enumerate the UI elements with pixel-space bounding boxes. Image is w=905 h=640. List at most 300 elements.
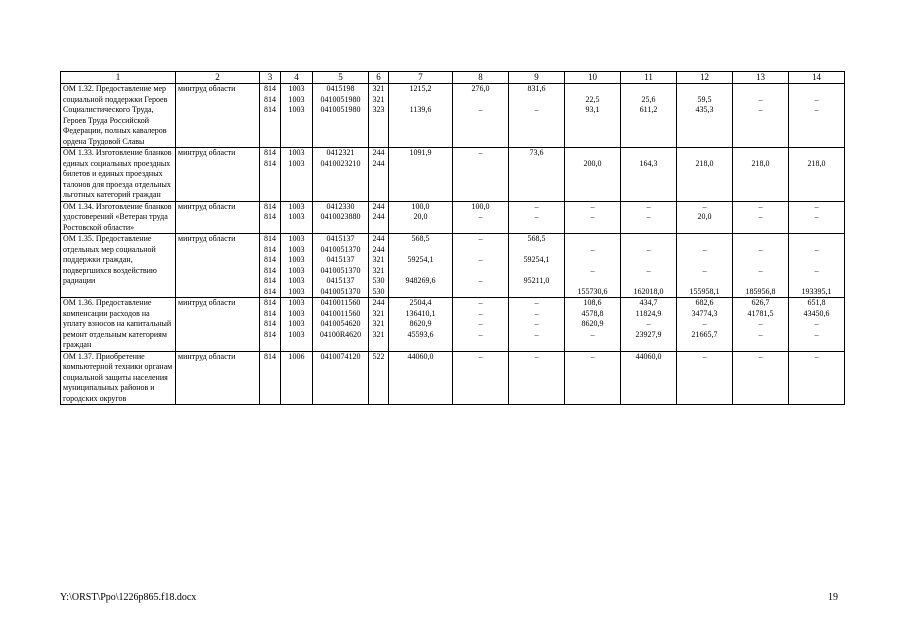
table-cell: 2504,4	[409, 298, 432, 307]
table-cell: 244	[372, 244, 385, 254]
table-cell: 1003	[288, 265, 305, 275]
table-cell: –	[758, 212, 763, 221]
header-cell: 4	[281, 72, 313, 84]
table-cell: –	[758, 244, 763, 254]
table-cell: –	[590, 201, 595, 211]
table-cell	[791, 148, 842, 159]
table-cell: 626,7	[751, 298, 770, 307]
table-cell: 0410023880	[320, 212, 361, 221]
table-cell: 1003	[288, 276, 305, 285]
table-cell: 1003	[288, 212, 305, 221]
table-cell: –	[814, 94, 819, 104]
table-cell: –	[478, 319, 483, 328]
value-column-9	[509, 234, 565, 298]
table-cell: 59254,1	[523, 255, 550, 264]
table-cell: 59254,1	[407, 255, 434, 264]
header-row	[61, 72, 845, 84]
table-cell: 0410054620	[320, 319, 361, 328]
table-cell: 651,8	[807, 298, 826, 307]
table-cell: 814	[264, 276, 276, 285]
table-cell: 1003	[288, 201, 305, 211]
value-column-7	[389, 234, 453, 298]
header-cell: 11	[621, 72, 677, 84]
table-cell	[679, 234, 730, 245]
table-cell: 682,6	[695, 298, 714, 307]
section-row	[61, 201, 845, 234]
table-cell	[679, 276, 730, 287]
table-cell: 0410051980	[320, 94, 361, 104]
table-cell: –	[758, 319, 763, 328]
value-column-3	[260, 234, 281, 298]
table-cell: 1003	[288, 329, 305, 339]
table-cell: 44060,0	[407, 351, 434, 361]
table-cell: 814	[264, 308, 276, 318]
table-cell: 136410,1	[405, 308, 436, 318]
table-cell: 814	[264, 244, 276, 254]
value-column-14	[789, 84, 845, 148]
table-cell: 0415137	[326, 255, 355, 264]
table-cell: 321	[372, 319, 385, 328]
table-cell	[455, 95, 506, 106]
table-cell: 59,5	[697, 94, 712, 104]
table-cell	[511, 95, 562, 106]
table-cell	[791, 276, 842, 287]
value-column-8	[453, 351, 509, 405]
table-cell	[567, 234, 618, 245]
table-cell	[455, 287, 506, 298]
table-body	[61, 72, 845, 405]
budget-table	[60, 71, 845, 405]
table-cell: –	[758, 94, 763, 104]
table-cell: 1006	[288, 351, 305, 361]
table-cell: 218,0	[807, 158, 826, 168]
table-cell: 244	[372, 298, 385, 307]
table-cell: 218,0	[695, 158, 714, 168]
table-cell: 1003	[288, 255, 305, 264]
table-cell: 814	[264, 105, 276, 114]
table-cell: 1003	[288, 286, 305, 296]
table-cell	[391, 159, 450, 170]
value-column-13	[733, 351, 789, 405]
table-cell: –	[534, 105, 539, 114]
table-cell: 814	[264, 234, 276, 243]
table-cell: 948269,6	[405, 276, 436, 285]
table-cell: –	[478, 105, 483, 114]
table-cell: 0410051370	[320, 244, 361, 254]
table-cell: 1003	[288, 84, 305, 93]
table-cell	[567, 276, 618, 287]
value-column-9	[509, 351, 565, 405]
table-cell	[791, 234, 842, 245]
table-cell: –	[478, 308, 483, 318]
table-cell	[567, 148, 618, 159]
measure-name: ОМ 1.32. Предоставление мер социальной поддержки Героев Социалистического Труда, Героев Труда Российской Федерации, полных кавалеров ордена Трудовой Славы	[61, 84, 176, 148]
value-column-11	[621, 234, 677, 298]
table-cell: 73,6	[529, 148, 544, 157]
table-cell: –	[814, 319, 819, 328]
table-cell	[679, 148, 730, 159]
value-column-13	[733, 298, 789, 352]
value-column-13	[733, 201, 789, 234]
table-cell: –	[758, 329, 763, 339]
value-column-8	[453, 234, 509, 298]
table-cell: –	[590, 265, 595, 275]
section-row	[61, 148, 845, 202]
table-cell: –	[478, 234, 483, 243]
table-cell: –	[814, 105, 819, 114]
executor: минтруд области	[176, 84, 260, 148]
table-cell: 814	[264, 201, 276, 211]
table-cell: 814	[264, 158, 276, 168]
table-cell: 0410011560	[320, 308, 361, 318]
table-cell: –	[590, 351, 595, 361]
value-column-11	[621, 148, 677, 202]
table-cell	[511, 245, 562, 256]
table-cell	[623, 84, 674, 95]
table-cell: 11824,9	[635, 308, 662, 318]
executor: минтруд области	[176, 148, 260, 202]
value-column-9	[509, 298, 565, 352]
table-cell: 8620,9	[581, 319, 604, 328]
value-column-6	[369, 148, 389, 202]
table-cell: 04100R4620	[319, 329, 362, 339]
value-column-5	[313, 351, 369, 405]
measure-name: ОМ 1.33. Изготовление бланков единых социальных проездных билетов и единых проездных талонов для проезда отдельных льготных категорий граждан	[61, 148, 176, 202]
table-cell: 1139,6	[409, 105, 432, 114]
table-cell: 1003	[288, 148, 305, 157]
value-column-11	[621, 201, 677, 234]
section-row	[61, 298, 845, 352]
header-cell: 7	[389, 72, 453, 84]
value-column-12	[677, 234, 733, 298]
table-cell: 218,0	[751, 158, 770, 168]
header-cell: 2	[176, 72, 260, 84]
table-cell: 814	[264, 94, 276, 104]
table-cell: –	[590, 329, 595, 339]
value-column-7	[389, 351, 453, 405]
executor: минтруд области	[176, 351, 260, 405]
table-cell	[735, 148, 786, 159]
value-column-5	[313, 201, 369, 234]
section-row	[61, 84, 845, 148]
table-cell: –	[478, 351, 483, 361]
table-cell: 814	[264, 351, 276, 361]
table-cell: 814	[264, 286, 276, 296]
value-column-3	[260, 84, 281, 148]
table-cell: 23927,9	[635, 329, 662, 339]
table-cell: 1003	[288, 308, 305, 318]
table-cell: 22,5	[585, 94, 600, 104]
table-cell: 814	[264, 298, 276, 307]
value-column-4	[281, 234, 313, 298]
table-cell: –	[702, 351, 707, 361]
table-cell: 34774,3	[691, 308, 718, 318]
table-cell: –	[702, 319, 707, 328]
table-cell: 244	[372, 158, 385, 168]
table-cell: –	[478, 255, 483, 264]
table-cell: 1003	[288, 319, 305, 328]
header-cell: 6	[369, 72, 389, 84]
table-cell: 530	[372, 286, 385, 296]
value-column-10	[565, 298, 621, 352]
value-column-5	[313, 148, 369, 202]
footer-file-path: Y:\ORST\Ppo\1226p865.f18.docx	[60, 592, 197, 603]
value-column-13	[733, 234, 789, 298]
table-cell: –	[814, 201, 819, 211]
table-cell: –	[534, 308, 539, 318]
table-cell: 831,6	[527, 84, 546, 93]
table-cell: –	[534, 329, 539, 339]
table-cell: 276,0	[471, 84, 490, 93]
table-cell: 1003	[288, 105, 305, 114]
table-cell: 321	[372, 255, 385, 264]
header-cell: 5	[313, 72, 369, 84]
table-cell	[623, 148, 674, 159]
measure-name: ОМ 1.37. Приобретение компьютерной техники органам социальной защиты населения муниципальных районов и городских округов	[61, 351, 176, 405]
table-cell: –	[814, 244, 819, 254]
table-cell: 244	[372, 212, 385, 221]
table-cell: 814	[264, 319, 276, 328]
table-cell: 0410051980	[320, 105, 361, 114]
table-cell	[679, 84, 730, 95]
header-cell: 9	[509, 72, 565, 84]
page-number: 19	[828, 592, 838, 603]
table-cell: –	[758, 201, 763, 211]
table-cell: –	[646, 244, 651, 254]
table-cell	[679, 255, 730, 266]
table-cell: 0410074120	[320, 351, 361, 361]
table-cell	[455, 159, 506, 170]
value-column-10	[565, 148, 621, 202]
table-cell	[623, 255, 674, 266]
table-cell: –	[814, 351, 819, 361]
header-cell: 12	[677, 72, 733, 84]
header-cell: 3	[260, 72, 281, 84]
table-cell	[455, 245, 506, 256]
table-cell: 41781,5	[747, 308, 774, 318]
table-cell: 0410011560	[320, 298, 361, 307]
value-column-4	[281, 148, 313, 202]
table-cell: 244	[372, 234, 385, 243]
table-cell: 0412321	[326, 148, 355, 157]
table-cell: 1003	[288, 94, 305, 104]
table-cell	[511, 266, 562, 277]
header-cell: 14	[789, 72, 845, 84]
value-column-14	[789, 148, 845, 202]
table-cell: –	[646, 212, 651, 221]
value-column-13	[733, 84, 789, 148]
table-cell: –	[534, 201, 539, 211]
table-cell: 1003	[288, 234, 305, 243]
value-column-6	[369, 351, 389, 405]
table-cell	[791, 255, 842, 266]
table-cell: 0410023210	[320, 158, 361, 168]
value-column-6	[369, 201, 389, 234]
executor: минтруд области	[176, 234, 260, 298]
table-cell: 20,0	[697, 212, 712, 221]
value-column-3	[260, 201, 281, 234]
value-column-12	[677, 84, 733, 148]
table-cell: 164,3	[639, 158, 658, 168]
value-column-5	[313, 84, 369, 148]
value-column-6	[369, 298, 389, 352]
table-cell: –	[534, 351, 539, 361]
table-cell: 200,0	[583, 158, 602, 168]
table-cell: 321	[372, 265, 385, 275]
table-cell: –	[478, 212, 483, 221]
table-cell: 1003	[288, 244, 305, 254]
table-cell: 185956,8	[745, 286, 776, 296]
table-cell: 21665,7	[691, 329, 718, 339]
table-cell: –	[702, 201, 707, 211]
value-column-4	[281, 351, 313, 405]
value-column-10	[565, 84, 621, 148]
table-cell: –	[478, 276, 483, 285]
value-column-4	[281, 298, 313, 352]
table-cell: –	[478, 298, 483, 307]
table-cell	[511, 159, 562, 170]
table-cell: 0410051370	[320, 265, 361, 275]
table-cell	[511, 287, 562, 298]
value-column-7	[389, 148, 453, 202]
table-cell: 244	[372, 148, 385, 157]
table-cell: 814	[264, 255, 276, 264]
value-column-14	[789, 201, 845, 234]
value-column-3	[260, 298, 281, 352]
table-cell: 44060,0	[635, 351, 662, 361]
value-column-3	[260, 351, 281, 405]
table-cell: 814	[264, 329, 276, 339]
table-cell: 244	[372, 201, 385, 211]
value-column-8	[453, 84, 509, 148]
value-column-10	[565, 234, 621, 298]
table-cell	[735, 84, 786, 95]
value-column-11	[621, 84, 677, 148]
table-cell: –	[590, 212, 595, 221]
table-cell	[735, 234, 786, 245]
value-column-14	[789, 351, 845, 405]
table-cell	[567, 84, 618, 95]
table-cell: –	[758, 265, 763, 275]
table-cell: –	[478, 148, 483, 157]
table-cell	[623, 276, 674, 287]
table-cell: 435,3	[695, 105, 714, 114]
value-column-10	[565, 351, 621, 405]
table-cell: 321	[372, 308, 385, 318]
value-column-3	[260, 148, 281, 202]
table-cell: 0415137	[326, 234, 355, 243]
table-cell: 1215,2	[409, 84, 432, 93]
value-column-6	[369, 234, 389, 298]
table-cell: 155730,6	[577, 286, 608, 296]
table-cell: 568,5	[411, 234, 430, 243]
table-cell: –	[814, 265, 819, 275]
value-column-5	[313, 234, 369, 298]
value-column-12	[677, 298, 733, 352]
table-cell: 193395,1	[801, 286, 832, 296]
table-cell: 0415137	[326, 276, 355, 285]
table-cell: 93,1	[585, 105, 600, 114]
value-column-12	[677, 148, 733, 202]
value-column-9	[509, 148, 565, 202]
value-column-8	[453, 201, 509, 234]
table-cell	[735, 276, 786, 287]
table-cell	[567, 255, 618, 266]
table-cell: 321	[372, 84, 385, 93]
table-cell: 4578,8	[581, 308, 604, 318]
value-column-12	[677, 201, 733, 234]
value-column-7	[389, 84, 453, 148]
table-cell: 611,2	[639, 105, 658, 114]
table-cell: 1003	[288, 298, 305, 307]
table-cell: –	[814, 212, 819, 221]
table-cell: 100,0	[471, 201, 490, 211]
value-column-9	[509, 201, 565, 234]
table-cell: 43450,6	[803, 308, 830, 318]
table-cell	[735, 255, 786, 266]
table-cell: –	[534, 298, 539, 307]
table-cell: 321	[372, 94, 385, 104]
value-column-14	[789, 234, 845, 298]
value-column-4	[281, 201, 313, 234]
header-cell: 10	[565, 72, 621, 84]
header-cell: 8	[453, 72, 509, 84]
value-column-14	[789, 298, 845, 352]
table-cell: 155958,1	[689, 286, 720, 296]
value-column-11	[621, 351, 677, 405]
table-cell: –	[590, 244, 595, 254]
table-cell: 434,7	[639, 298, 658, 307]
table-cell: –	[702, 265, 707, 275]
table-cell: –	[758, 351, 763, 361]
table-cell: 814	[264, 212, 276, 221]
value-column-12	[677, 351, 733, 405]
header-cell: 1	[61, 72, 176, 84]
measure-name: ОМ 1.35. Предоставление отдельных мер социальной поддержки граждан, подвергшихся воздействию радиации	[61, 234, 176, 298]
table-cell: 0412330	[326, 201, 355, 211]
table-cell	[791, 84, 842, 95]
table-cell: 814	[264, 265, 276, 275]
table-cell	[391, 287, 450, 298]
table-cell: 20,0	[413, 212, 428, 221]
table-cell: 162018,0	[633, 286, 664, 296]
value-column-6	[369, 84, 389, 148]
table-cell: –	[646, 201, 651, 211]
value-column-10	[565, 201, 621, 234]
table-cell: 25,6	[641, 94, 656, 104]
executor: минтруд области	[176, 298, 260, 352]
table-cell: 1003	[288, 158, 305, 168]
table-cell: 0415198	[326, 84, 355, 93]
table-cell: 814	[264, 148, 276, 157]
value-column-4	[281, 84, 313, 148]
table-cell: 95211,0	[523, 276, 550, 285]
header-cell: 13	[733, 72, 789, 84]
table-cell: –	[534, 212, 539, 221]
table-cell: 100,0	[411, 201, 430, 211]
measure-name: ОМ 1.36. Предоставление компенсации расходов на уплату взносов на капитальный ремонт отдельным категориям граждан	[61, 298, 176, 352]
table-cell: –	[646, 319, 651, 328]
table-cell: 323	[372, 105, 385, 114]
table-cell: 568,5	[527, 234, 546, 243]
table-cell: –	[814, 329, 819, 339]
table-cell: 45593,6	[407, 329, 434, 339]
table-cell: –	[534, 319, 539, 328]
table-cell: 522	[372, 351, 385, 361]
value-column-8	[453, 298, 509, 352]
value-column-7	[389, 201, 453, 234]
value-column-8	[453, 148, 509, 202]
